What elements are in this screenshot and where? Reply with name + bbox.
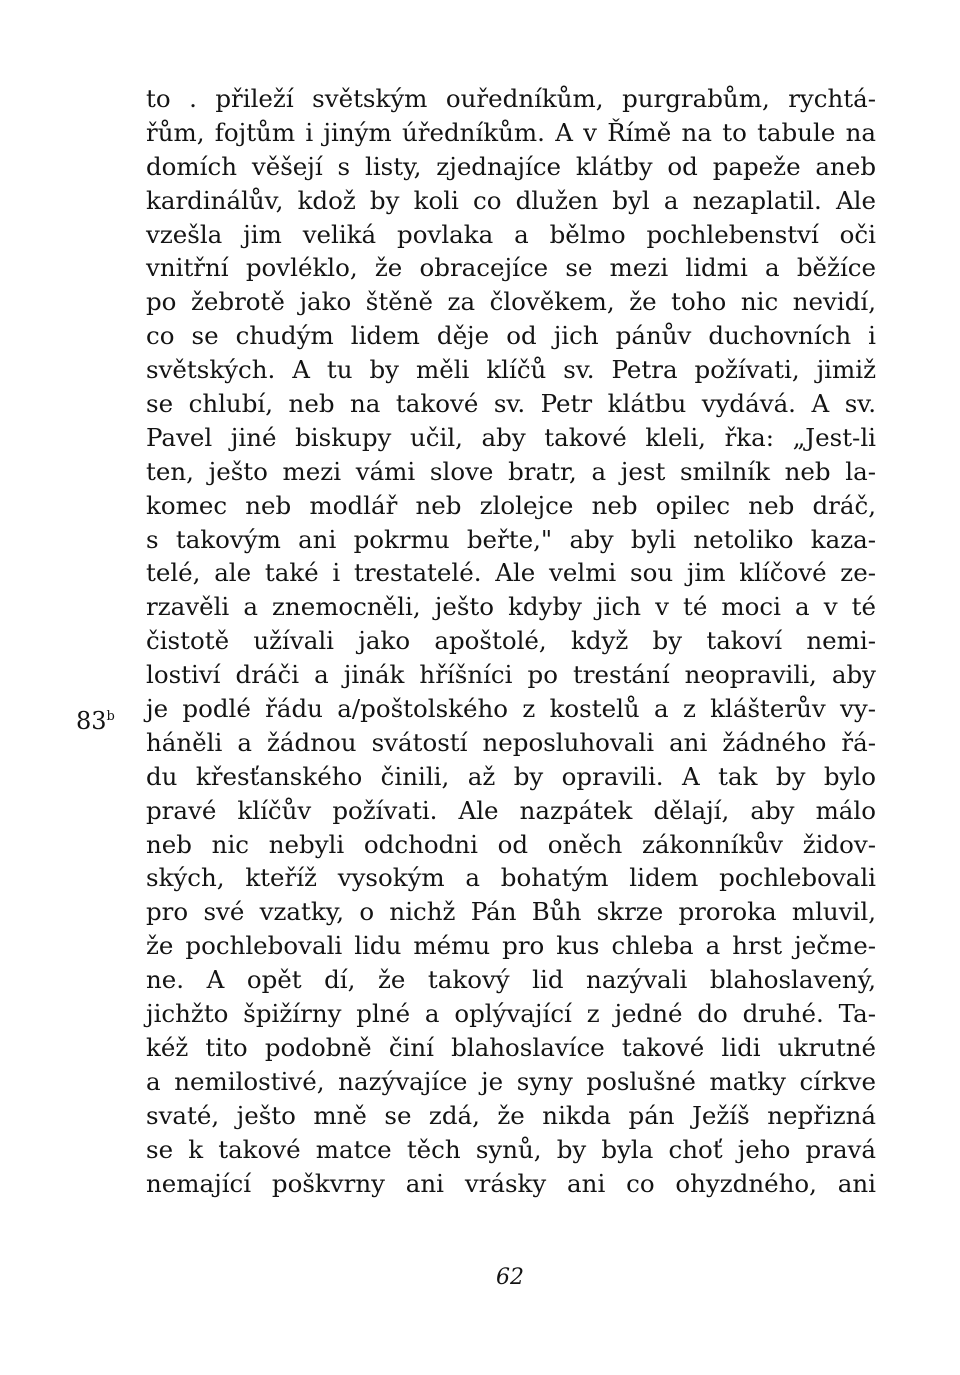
text-line: pravé klíčův požívati. Ale nazpátek dělají, aby málo — [146, 795, 876, 825]
text-line: po žebrotě jako štěně za člověkem, že toho nic nevidí, — [146, 287, 876, 317]
text-line: vnitřní povléklo, že obracejíce se mezi lidmi a běžíce — [146, 253, 876, 283]
text-line: co se chudým lidem děje od jich pánův duchovních i — [146, 321, 876, 351]
text-line: ne. A opět dí, že takový lid nazývali blahoslavený, — [146, 965, 876, 995]
text-line: du křesťanského činili, až by opravili. A tak by bylo — [146, 761, 876, 791]
body-text — [146, 82, 876, 1200]
text-line: pro své vzatky, o nichž Pán Bůh skrze proroka mluvil, — [146, 897, 876, 927]
text-line: ten, ješto mezi vámi slove bratr, a jest smilník neb la- — [146, 456, 876, 486]
text-line: komec neb modlář neb zlolejce neb opilec neb dráč, — [146, 490, 876, 520]
text-line: se k takové matce těch synů, by byla choť jeho pravá — [146, 1134, 876, 1164]
text-line: světských. A tu by měli klíčů sv. Petra požívati, jimiž — [146, 355, 876, 385]
text-line: domích věšejí s listy, zjednajíce klátby od papeže aneb — [146, 151, 876, 181]
text-line: je podlé řádu a/poštolského z kostelů a z klášterův vy- — [146, 694, 876, 724]
text-line: nemající poškvrny ani vrásky ani co ohyzdného, ani — [146, 1168, 876, 1198]
text-line: kéž tito podobně činí blahoslavíce takové lidi ukrutné — [146, 1032, 876, 1062]
text-line: kardinálův, kdož by koli co dlužen byl a nezaplatil. Ale — [146, 185, 876, 215]
folio-number: 83 — [76, 707, 107, 735]
text-line: lostiví dráči a jinák hříšníci po trestání neopravili, aby — [146, 660, 876, 690]
page-number: 62 — [496, 1265, 524, 1290]
text-line: řům, fojtům i jiným úředníkům. A v Římě na to tabule na — [146, 117, 876, 147]
text-line: rzavěli a znemocněli, ješto kdyby jich v té moci a v té — [146, 592, 876, 622]
text-line: háněli a žádnou svátostí neposluhovali ani žádného řá- — [146, 727, 876, 757]
text-line: to . přileží světským ouředníkům, purgrabům, rychtá- — [146, 84, 876, 113]
text-line: Pavel jiné biskupy učil, aby takové kleli, řka: „Jest-li — [146, 422, 876, 452]
text-line: vzešla jim veliká povlaka a bělmo pochlebenství oči — [146, 219, 876, 249]
text-line: že pochlebovali lidu mému pro kus chleba a hrst ječme- — [146, 931, 876, 961]
text-line: se chlubí, neb na takové sv. Petr klátbu vydává. A sv. — [146, 389, 876, 419]
text-line: s takovým ani pokrmu beřte," aby byli netoliko kaza- — [146, 524, 876, 554]
text-line: ských, kteříž vysokým a bohatým lidem pochlebovali — [146, 863, 876, 893]
text-line: telé, ale také i trestatelé. Ale velmi sou jim klíčové ze- — [146, 558, 876, 588]
text-line: čistotě užívali jako apoštolé, když by takoví nemi- — [146, 626, 876, 656]
text-line: svaté, ješto mně se zdá, že nikda pán Ježíš nepřizná — [146, 1100, 876, 1130]
text-line: a nemilostivé, nazývajíce je syny poslušné matky církve — [146, 1066, 876, 1096]
folio-margin-note — [76, 705, 115, 739]
text-line: neb nic nebyli odchodni od oněch zákonníkův židov- — [146, 829, 876, 859]
folio-suffix: b — [106, 709, 115, 724]
text-line: jichžto špižírny plné a oplývající z jedné do druhé. Ta- — [146, 999, 876, 1029]
